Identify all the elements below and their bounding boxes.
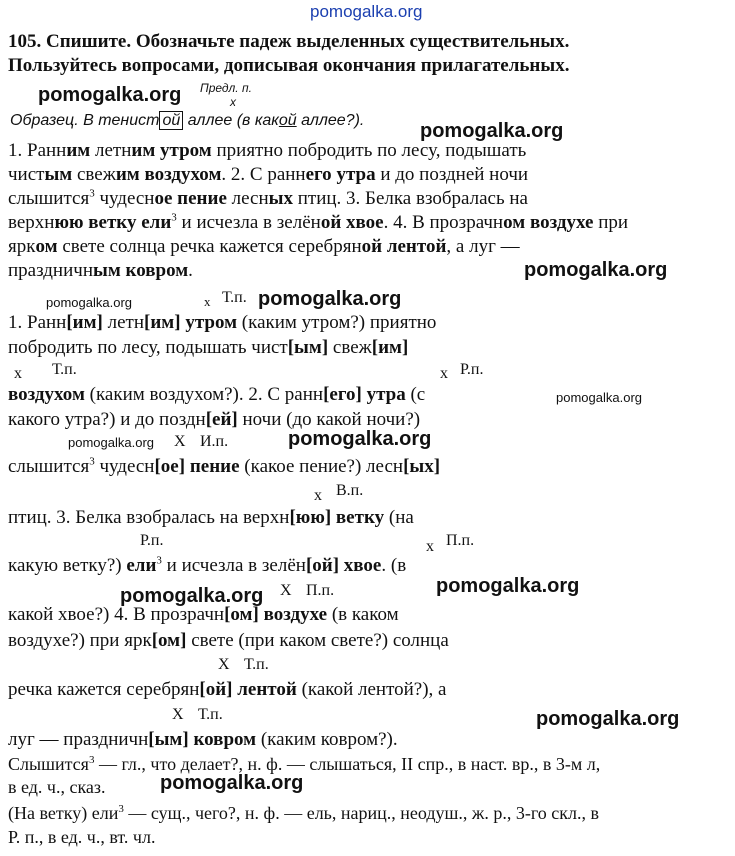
exercise-line-2: чистым свежим воздухом. 2. С раннего утра и до поздней ночи xyxy=(8,164,529,185)
answer-line-2: побродить по лесу, подышать чист[ым] свеж[им] xyxy=(8,337,409,358)
x-mark: Х xyxy=(280,582,292,599)
x-mark: х xyxy=(14,365,22,382)
exercise-title: 105. Спишите. Обозначьте падеж выделенных существительных. xyxy=(8,31,570,52)
case-mark: Т.п. xyxy=(244,656,269,673)
watermark: pomogalka.org xyxy=(68,435,154,450)
answer-line-4: какого утра?) и до поздн[ей] ночи (до какой ночи?) xyxy=(8,409,421,430)
note-line-4: Р. п., в ед. ч., вт. чл. xyxy=(8,827,156,847)
note-line-2: в ед. ч., сказ. xyxy=(8,777,106,797)
x-mark: Х xyxy=(218,656,230,673)
answer-line-3: воздухом (каким воздухом?). 2. С ранн[его] утра (с xyxy=(8,384,426,405)
answer-line-7: какую ветку?) ели$^3$ и исчезла в зелён[ой] хвое. (в xyxy=(8,554,407,576)
case-mark: Т.п. xyxy=(222,289,247,306)
watermark: pomogalka.org xyxy=(556,390,642,405)
sample-line: Образец. В тенист ой аллее (в какой аллее?). xyxy=(10,112,365,129)
exercise-line-5: ярком свете солнца речка кажется серебряной лентой, а луг — xyxy=(8,236,520,257)
case-mark: П.п. xyxy=(306,582,335,599)
x-mark: х xyxy=(440,365,448,382)
sample-x-mark: х xyxy=(230,95,236,109)
case-mark: В.п. xyxy=(336,482,364,499)
sample-case-label: Предл. п. xyxy=(200,81,252,95)
case-mark: Р.п. xyxy=(460,361,484,378)
answer-line-5: слышится$^3$ чудесн[ое] пение (какое пение?) лесн[ых] xyxy=(8,455,441,477)
x-mark: х xyxy=(204,294,211,309)
watermark: pomogalka.org xyxy=(436,575,580,597)
answer-line-1: 1. Ранн[им] летн[им] утром (каким утром?) приятно xyxy=(8,312,437,333)
watermark: pomogalka.org xyxy=(536,708,680,730)
note-line-3: (На ветку) ели$^3$ — сущ., чего?, н. ф. — ель, нариц., неодуш., ж. р., 3-го скл., в xyxy=(8,803,599,823)
exercise-instruction: Пользуйтесь вопросами, дописывая окончания прилагательных. xyxy=(8,55,570,76)
exercise-line-1: 1. Ранним летним утром приятно побродить по лесу, подышать xyxy=(8,140,527,161)
answer-line-6: птиц. 3. Белка взобралась на верхн[юю] ветку (на xyxy=(8,507,414,528)
x-mark: х xyxy=(314,487,322,504)
watermark: pomogalka.org xyxy=(420,120,564,142)
watermark: pomogalka.org xyxy=(258,288,402,310)
case-mark: Т.п. xyxy=(198,706,223,723)
watermark: pomogalka.org xyxy=(120,585,264,607)
answer-line-8: какой хвое?) 4. В прозрачн[ом] воздухе (в каком xyxy=(8,604,399,625)
case-mark: Р.п. xyxy=(140,532,164,549)
x-mark: Х xyxy=(172,706,184,723)
watermark: pomogalka.org xyxy=(160,772,304,794)
exercise-line-3: слышится$^3$ чудесное пение лесных птиц. 3. Белка взобралась на xyxy=(8,187,528,209)
watermark: pomogalka.org xyxy=(38,84,182,106)
watermark: pomogalka.org xyxy=(46,295,132,310)
watermark: pomogalka.org xyxy=(524,259,668,281)
note-line-1: Слышится$^3$ — гл., что делает?, н. ф. — слышаться, II спр., в наст. вр., в 3-м л, xyxy=(8,754,601,774)
x-mark: Х xyxy=(174,433,186,450)
watermark-top: pomogalka.org xyxy=(310,2,423,21)
x-mark: х xyxy=(426,538,434,555)
exercise-line-4: верхнюю ветку ели$^3$ и исчезла в зелёной хвое. 4. В прозрачном воздухе при xyxy=(8,211,629,233)
answer-line-11: луг — праздничн[ым] ковром (каким ковром?). xyxy=(8,729,398,750)
case-mark: П.п. xyxy=(446,532,475,549)
answer-line-9: воздухе?) при ярк[ом] свете (при каком свете?) солнца xyxy=(8,630,449,651)
case-mark: Т.п. xyxy=(52,361,77,378)
answer-line-10: речка кажется серебрян[ой] лентой (какой лентой?), а xyxy=(8,679,447,700)
case-mark: И.п. xyxy=(200,433,229,450)
exercise-line-6: праздничным ковром. xyxy=(8,260,193,281)
watermark: pomogalka.org xyxy=(288,428,432,450)
